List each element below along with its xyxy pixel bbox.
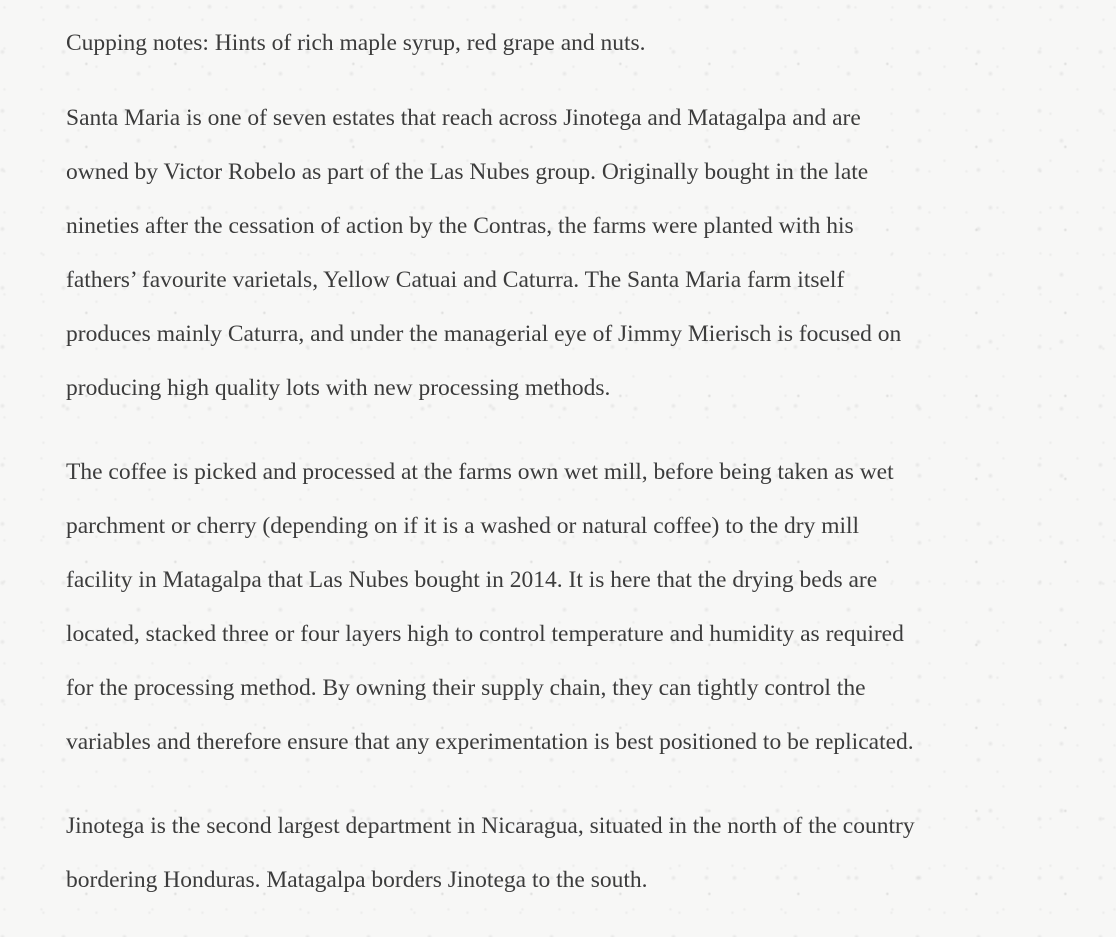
paragraph-line: owned by Victor Robelo as part of the Las Nubes group. Originally bought in the late	[66, 159, 869, 185]
paragraph-line: Jinotega is the second largest department in Nicaragua, situated in the north of the country	[66, 813, 915, 839]
paragraph-line: producing high quality lots with new processing methods.	[66, 375, 611, 401]
paragraph-line: produces mainly Caturra, and under the managerial eye of Jimmy Mierisch is focused on	[66, 321, 902, 347]
paragraph-line: parchment or cherry (depending on if it is a washed or natural coffee) to the dry mill	[66, 513, 860, 539]
paragraph-line: bordering Honduras. Matagalpa borders Jinotega to the south.	[66, 867, 648, 893]
paragraph-line: The coffee is picked and processed at the farms own wet mill, before being taken as wet	[66, 459, 894, 485]
paragraph-line: for the processing method. By owning their supply chain, they can tightly control the	[66, 675, 866, 701]
cupping-notes-text: Cupping notes: Hints of rich maple syrup, red grape and nuts.	[66, 30, 646, 56]
paragraph-line: variables and therefore ensure that any experimentation is best positioned to be replicated.	[66, 729, 914, 755]
paragraph-line: fathers’ favourite varietals, Yellow Catuai and Caturra. The Santa Maria farm itself	[66, 267, 845, 293]
paragraph-line: located, stacked three or four layers high to control temperature and humidity as required	[66, 621, 904, 647]
article-body	[66, 25, 1066, 937]
cupping-notes	[66, 25, 1066, 61]
paragraph-line: facility in Matagalpa that Las Nubes bought in 2014. It is here that the drying beds are	[66, 567, 878, 593]
paragraph-line: nineties after the cessation of action by the Contras, the farms were planted with his	[66, 213, 854, 239]
paragraph-line: Santa Maria is one of seven estates that reach across Jinotega and Matagalpa and are	[66, 105, 861, 131]
paragraph-santa-maria	[66, 91, 1066, 415]
paragraph-processing	[66, 445, 1066, 769]
paragraph-geography	[66, 799, 1066, 907]
